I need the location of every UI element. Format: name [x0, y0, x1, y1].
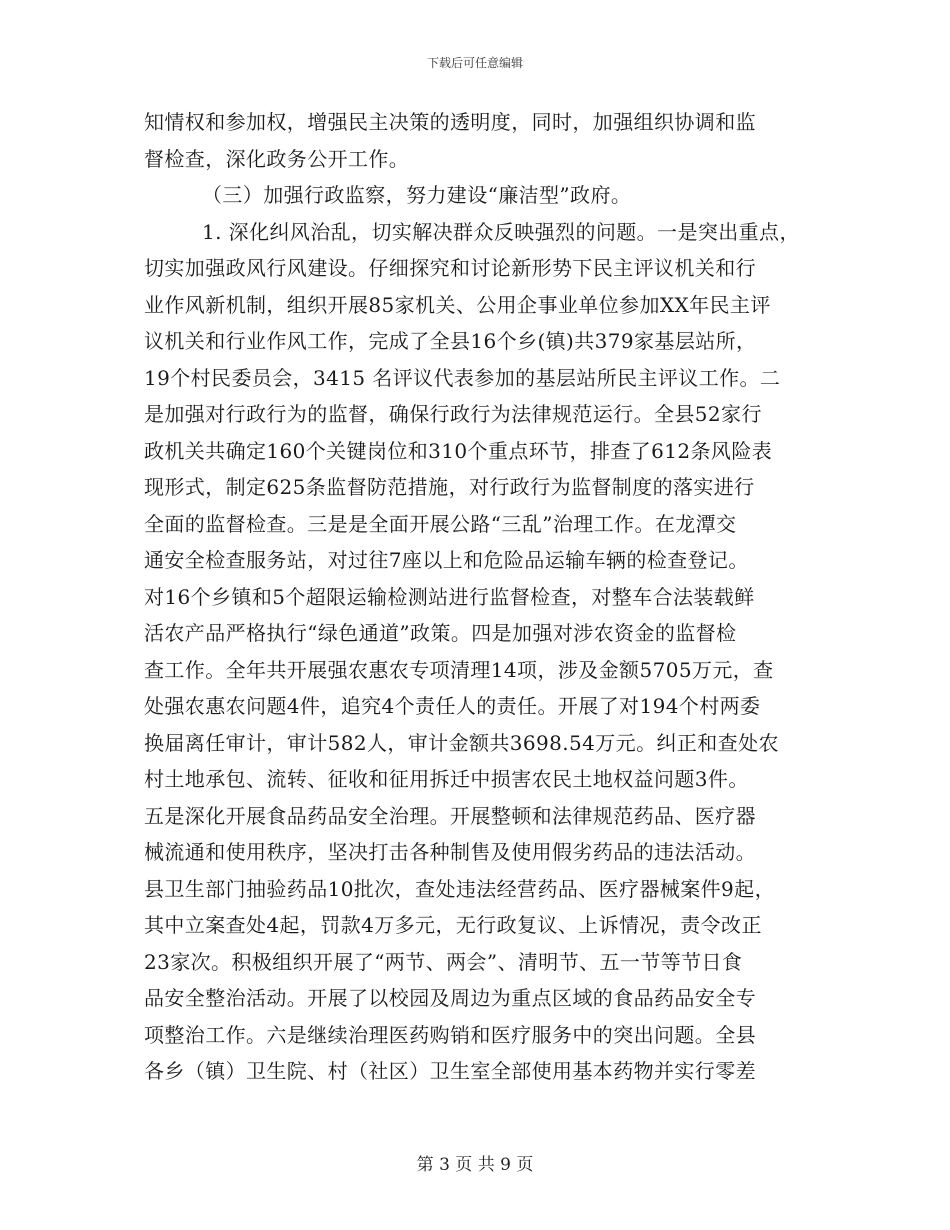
text-line: 业作风新机制，组织开展85家机关、公用企事业单位参加XX年民主评: [144, 292, 771, 317]
text-line: 通安全检查服务站，对过往7座以上和危险品运输车辆的检查登记。: [144, 548, 749, 572]
text-line: 切实加强政风行风建设。仔细探究和讨论新形势下民主评议机关和行: [144, 256, 756, 280]
text-line: 全面的监督检查。三是是全面开展公路“三乱”治理工作。在龙潭交: [144, 511, 737, 536]
text-line: 19个村民委员会，3415 名评议代表参加的基层站所民主评议工作。二: [144, 365, 781, 390]
text-line: 对16个乡镇和5个超限运输检测站进行监督检查，对整车合法装载鲜: [144, 584, 755, 609]
text-line: 县卫生部门抽验药品10批次，查处违法经营药品、医疗器械案件9起，: [144, 876, 775, 901]
text-line: 处强农惠农问题4件，追究4个责任人的责任。开展了对194个村两委: [144, 694, 761, 718]
text-line: 各乡（镇）卫生院、村（社区）卫生室全部使用基本药物并实行零差: [144, 1059, 756, 1083]
text-line: 议机关和行业作风工作，完成了全县16个乡(镇)共379家基层站所，: [144, 329, 757, 353]
text-line: 政机关共确定160个关键岗位和310个重点环节，排查了612条风险表: [144, 438, 773, 463]
section-heading: （三）加强行政监察，努力建设“廉洁型”政府。: [202, 183, 632, 207]
text-line: 项整治工作。六是继续治理医药购销和医疗服务中的突出问题。全县: [144, 1022, 756, 1047]
text-line: 现形式，制定625条监督防范措施，对行政行为监督制度的落实进行: [144, 475, 755, 499]
header-note: 下载后可任意编辑: [426, 56, 523, 70]
text-line: 换届离任审计，审计582人，审计金额共3698.54万元。纠正和查处农: [144, 730, 779, 755]
text-line: 是加强对行政行为的监督，确保行政行为法律规范运行。全县52家行: [144, 402, 762, 426]
text-line: 1. 深化纠风治乱，切实解决群众反映强烈的问题。一是突出重点，: [202, 219, 800, 244]
text-line: 督检查，深化政务公开工作。: [144, 146, 410, 171]
page-number: 第 3 页 共 9 页: [416, 1155, 534, 1175]
text-line: 械流通和使用秩序，坚决打击各种制售及使用假劣药品的违法活动。: [144, 840, 756, 864]
text-line: 品安全整治活动。开展了以校园及周边为重点区域的食品药品安全专: [144, 986, 756, 1010]
text-line: 村土地承包、流转、征收和征用拆迁中损害农民土地权益问题3件。: [144, 767, 749, 791]
text-line: 知情权和参加权，增强民主决策的透明度，同时，加强组织协调和监: [144, 110, 756, 134]
text-line: 其中立案查处4起，罚款4万多元，无行政复议、上诉情况，责令改正: [144, 913, 762, 937]
text-line: 23家次。积极组织开展了“两节、两会”、清明节、五一节等节日食: [144, 949, 743, 974]
text-line: 五是深化开展食品药品安全治理。开展整顿和法律规范药品、医疗器: [144, 803, 756, 828]
text-line: 查工作。全年共开展强农惠农专项清理14项，涉及金额5705万元，查: [144, 657, 774, 682]
document-body: [144, 104, 812, 1090]
text-line: 活农产品严格执行“绿色通道”政策。四是加强对涉农资金的监督检: [144, 621, 737, 645]
